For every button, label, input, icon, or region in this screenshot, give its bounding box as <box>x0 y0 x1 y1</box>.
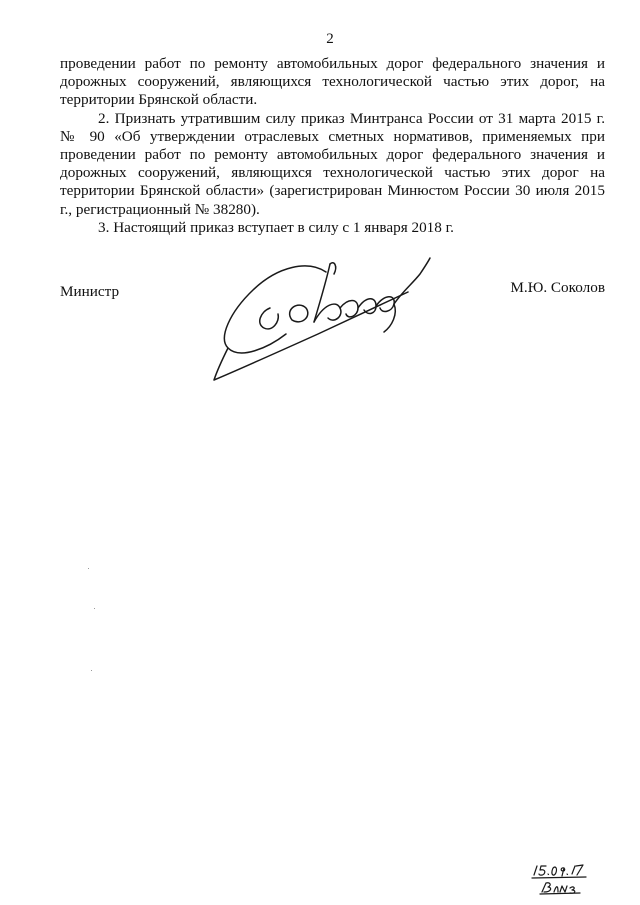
paragraph-item-3: 3. Настоящий приказ вступает в силу с 1 января 2018 г. <box>98 218 454 236</box>
signatory-name: М.Ю. Соколов <box>510 279 605 296</box>
scan-speck <box>91 670 92 671</box>
handwritten-date-note <box>528 862 598 898</box>
document-body <box>60 55 605 237</box>
paragraph-continuation: проведении работ по ремонту автомобильных дорог федерального значения и дорожных сооружений, являющихся технологической частью этих дорог, на территории Брянской области. <box>60 55 605 109</box>
scan-speck <box>94 608 95 609</box>
scan-speck <box>88 568 89 569</box>
page-number: 2 <box>326 31 334 47</box>
signatory-title: Министр <box>60 283 120 300</box>
paragraph-item-2: 2. Признать утратившим силу приказ Минтранса России от 31 марта 2015 г. № 90 «Об утверждении отраслевых сметных нормативов, применяемых при проведении работ по ремонту автомобильных дорог федерального значения и дорожных сооружений, являющихся технологической частью этих дорог на территории Брянской области» (зарегистрирован Минюстом России 30 июля 2015 г., регистрационный № 38280). <box>60 109 605 218</box>
handwritten-signature <box>208 252 438 384</box>
